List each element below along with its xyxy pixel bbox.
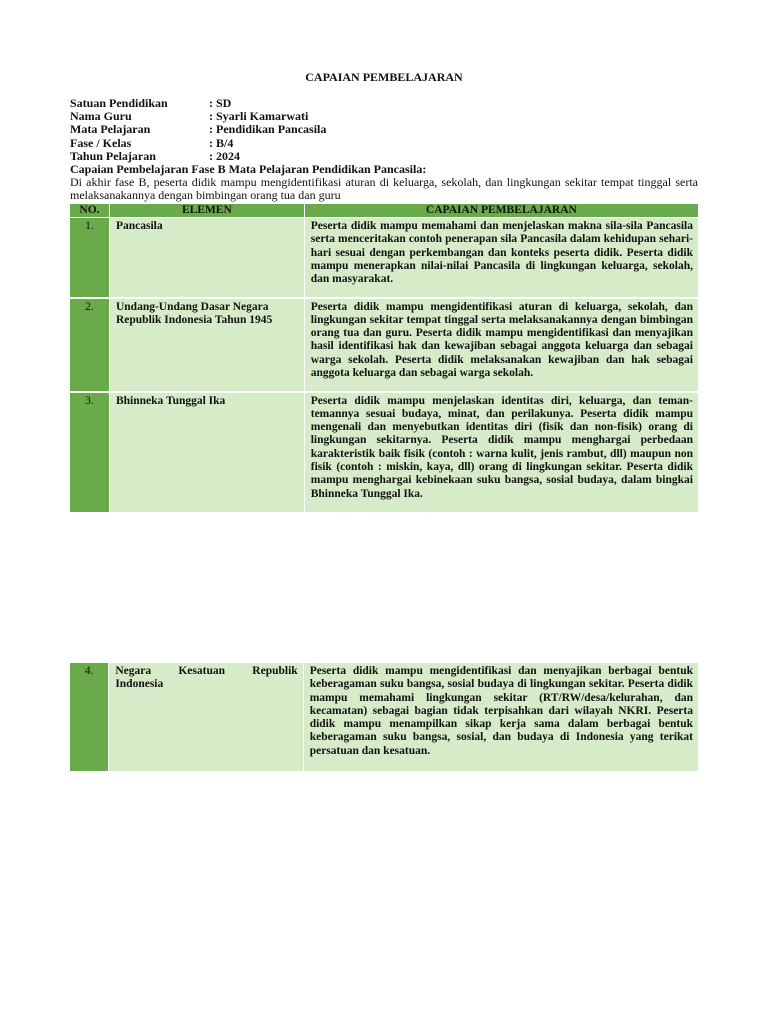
meta-label: Nama Guru	[70, 109, 132, 124]
meta-value: : B/4	[209, 135, 234, 150]
meta-row-mapel	[70, 123, 326, 136]
row-capaian: Peserta didik mampu memahami dan menjelaskan makna sila-sila Pancasila serta menceritakan contoh penerapan sila Pancasila dalam kehidupan sehari-hari sesuai dengan perkembangan dan konteks peserta didik. Peserta didik mampu menerapkan nilai-nilai Pancasila di lingkungan keluarga, sekolah, dan masyarakat.	[304, 218, 698, 298]
table-row	[70, 392, 698, 512]
meta-value: : SD	[209, 96, 232, 110]
meta-row-fase	[70, 137, 326, 150]
row-elemen: Undang-Undang Dasar Negara Republik Indonesia Tahun 1945	[109, 298, 304, 392]
row-number: 1.	[70, 218, 109, 298]
meta-label: Fase / Kelas	[70, 135, 132, 150]
table-row	[70, 218, 698, 298]
intro-text: Di akhir fase B, peserta didik mampu mengidentifikasi aturan di keluarga, sekolah, dan lingkungan sekitar tempat tinggal serta melaksanakannya dengan bimbingan orang tua dan guru	[70, 175, 698, 202]
row-number: 3.	[70, 392, 109, 512]
header-capaian: CAPAIAN PEMBELAJARAN	[304, 204, 698, 218]
row-number: 2.	[70, 298, 109, 392]
row-elemen: Bhinneka Tunggal Ika	[109, 392, 304, 512]
cp-table	[70, 204, 698, 512]
header-no: NO.	[70, 204, 109, 218]
identity-block	[70, 97, 326, 163]
document-title: CAPAIAN PEMBELAJARAN	[305, 70, 463, 84]
header-elemen: ELEMEN	[109, 204, 304, 218]
intro-heading: Capaian Pembelajaran Fase B Mata Pelajaran Pendidikan Pancasila:	[70, 162, 427, 176]
meta-label: Tahun Pelajaran	[70, 148, 156, 163]
cp-table-continued	[70, 663, 698, 771]
row-elemen: Negara Kesatuan Republik Indonesia	[109, 663, 303, 771]
meta-value: : Pendidikan Pancasila	[209, 122, 327, 137]
meta-value: : Syarli Kamarwati	[209, 109, 309, 124]
table-row	[70, 663, 698, 771]
row-elemen: Pancasila	[109, 218, 304, 298]
table-row	[70, 298, 698, 392]
row-capaian: Peserta didik mampu mengidentifikasi dan menyajikan berbagai bentuk keberagaman suku bangsa, sosial budaya di lingkungan sekitar. Peserta didik mampu memahami lingkungan sekitar (RT/RW/desa/kelurahan, dan kecamatan) sebagai bagian tidak terpisahkan dari wilayah NKRI. Peserta didik mampu menampilkan sikap kerja sama dalam berbagai bentuk keberagaman suku bangsa, sosial, dan budaya di Indonesia yang terikat persatuan dan kesatuan.	[303, 663, 698, 771]
row-capaian: Peserta didik mampu menjelaskan identitas diri, keluarga, dan teman-temannya sesuai budaya, minat, dan perilakunya. Peserta didik mampu mengenali dan menyebutkan identitas diri (fisik dan non-fisik) orang di lingkungan sekitarnya. Peserta didik mampu menghargai perbedaan karakteristik baik fisik (contoh : warna kulit, jenis rambut, dll) maupun non fisik (contoh : miskin, kaya, dll) orang di lingkungan sekitar. Peserta didik mampu menghargai kebinekaan suku bangsa, sosial budaya, dalam bingkai Bhinneka Tunggal Ika.	[304, 392, 698, 512]
row-number: 4.	[70, 663, 109, 771]
meta-label: Mata Pelajaran	[70, 122, 151, 137]
table-header-row	[70, 204, 698, 218]
meta-label: Satuan Pendidikan	[70, 96, 168, 110]
row-capaian: Peserta didik mampu mengidentifikasi aturan di keluarga, sekolah, dan lingkungan sekitar tempat tinggal serta melaksanakannya dengan bimbingan orang tua dan guru. Peserta didik mampu mengidentifikasi dan menyajikan hasil identifikasi hak dan kewajiban sebagai anggota keluarga dan sebagai warga sekolah. Peserta didik melaksanakan kewajiban dan hak sebagai anggota keluarga dan sebagai warga sekolah.	[304, 298, 698, 392]
meta-value: : 2024	[209, 148, 240, 163]
